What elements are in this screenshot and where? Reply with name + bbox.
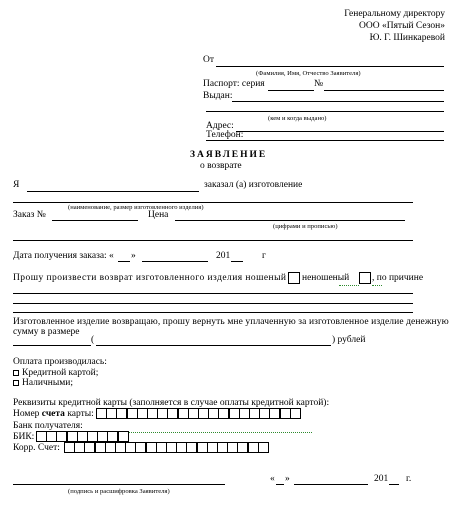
payment-option-cash[interactable] [13, 379, 73, 389]
address-label: Адрес: [206, 121, 234, 131]
passport-label: Паспорт: серия [203, 79, 265, 89]
signature-close-quote: » [285, 474, 290, 484]
corr-account-box[interactable] [258, 442, 269, 453]
document-title: ЗАЯВЛЕНИЕ [190, 150, 268, 160]
card-number-boxes[interactable] [96, 408, 300, 419]
issued-field-2[interactable] [206, 111, 444, 112]
address-field-1[interactable] [236, 131, 444, 132]
card-number-label-post: карты: [64, 409, 94, 419]
card-number-label-bold: счета [41, 409, 65, 419]
item-hint: (наименование, размер изготовленного изделия) [68, 204, 204, 211]
issued-field-1[interactable] [232, 101, 444, 102]
receipt-year: 201 [216, 251, 231, 261]
from-hint: (Фамилия, Имя, Отчество Заявителя) [256, 70, 361, 77]
refund-amount-words-field[interactable] [96, 345, 331, 346]
from-label: От [203, 55, 215, 65]
receipt-date-label: Дата получения заказа: « [13, 251, 114, 261]
card-number-label-pre: Номер [13, 409, 42, 419]
unworn-label: неношеный [302, 273, 350, 283]
passport-number-label: № [314, 79, 324, 89]
item-field-2[interactable] [13, 202, 413, 203]
signature-year-suffix: г. [406, 474, 412, 484]
price-field[interactable] [175, 220, 405, 221]
addressee-position: Генеральному директору [344, 9, 445, 19]
issued-hint: (кем и когда выдано) [268, 115, 327, 122]
bik-boxes[interactable] [36, 431, 128, 442]
signature-field[interactable] [13, 484, 225, 485]
passport-number-field[interactable] [324, 90, 444, 91]
order-number-field[interactable] [52, 220, 138, 221]
price-label: Цена [148, 210, 169, 220]
corr-account-boxes[interactable] [64, 442, 268, 453]
phone-label: Телефон: [206, 130, 244, 140]
payment-title: Оплата производилась: [13, 357, 107, 367]
card-number-label [13, 410, 94, 420]
i-label: Я [13, 180, 20, 190]
card-number-box[interactable] [290, 408, 301, 419]
payment-cash-checkbox[interactable] [13, 380, 19, 386]
signature-year-field[interactable] [389, 484, 399, 485]
unworn-checkbox[interactable] [359, 272, 371, 284]
refund-amount-field[interactable] [13, 345, 91, 346]
receipt-month-field[interactable] [142, 261, 208, 262]
receipt-close-quote: » [131, 251, 136, 261]
refund-open-paren: ( [91, 335, 95, 345]
ordered-label: заказал (а) изготовление [204, 180, 303, 190]
signature-year: 201 [374, 474, 389, 484]
order-number-label: Заказ № [13, 210, 46, 220]
refund-text-1: Изготовленное изделие возвращаю, прошу вернуть мне уплаченную за изготовленное изделие денежную [13, 317, 449, 327]
reason-label: , по причине [372, 273, 424, 283]
price-field-2[interactable] [13, 240, 413, 241]
bik-box[interactable] [118, 431, 129, 442]
item-field[interactable] [27, 191, 199, 192]
issued-label: Выдан: [203, 91, 233, 101]
spell-underline-1 [339, 285, 359, 286]
worn-checkbox[interactable] [288, 272, 300, 284]
payment-card-label: Кредитной картой; [22, 368, 99, 378]
price-hint: (цифрами и прописью) [273, 223, 338, 230]
document-subtitle: о возврате [200, 161, 242, 171]
payment-cash-label: Наличными; [22, 378, 73, 388]
signature-day-field[interactable] [276, 484, 284, 485]
addressee-name: Ю. Г. Шинкаревой [369, 33, 445, 43]
return-request-text: Прошу произвести возврат изготовленного изделия ношеный [13, 273, 287, 283]
addressee-company: ООО «Пятый Сезон» [359, 21, 445, 31]
spell-underline-2 [372, 285, 382, 286]
signature-open-quote: « [270, 474, 275, 484]
reason-field-2[interactable] [13, 303, 413, 304]
receipt-day-field[interactable] [118, 261, 130, 262]
receipt-year-field[interactable] [231, 261, 243, 262]
bank-label: Банк получателя: [13, 421, 83, 431]
bik-label: БИК: [13, 432, 35, 442]
payment-card-checkbox[interactable] [13, 370, 19, 376]
passport-series-field[interactable] [268, 90, 314, 91]
reason-field-3[interactable] [13, 312, 413, 313]
refund-close-paren: ) рублей [332, 335, 366, 345]
card-details-title: Реквизиты кредитной карты (заполняется в случае оплаты кредитной картой): [13, 398, 330, 408]
signature-month-field[interactable] [294, 484, 368, 485]
receipt-year-suffix: г [262, 251, 266, 261]
reason-field-1[interactable] [13, 293, 413, 294]
refund-text-2: сумму в размере [13, 327, 80, 337]
signature-hint: (подпись и расшифровка Заявителя) [68, 488, 170, 495]
corr-account-label: Корр. Счет: [13, 443, 60, 453]
from-field[interactable] [216, 66, 444, 67]
